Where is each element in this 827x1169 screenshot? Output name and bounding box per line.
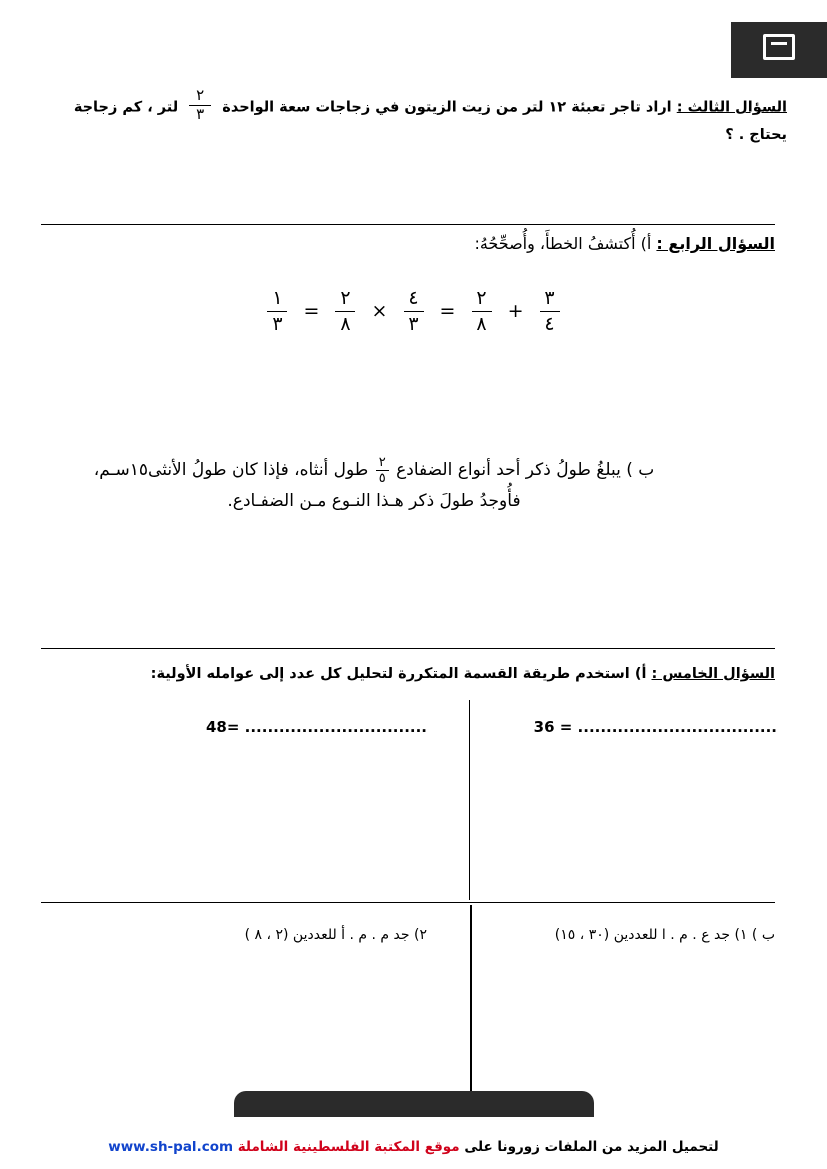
fraction-bar — [472, 311, 492, 312]
fraction-denominator: ٣ — [408, 312, 419, 335]
document-icon — [763, 34, 795, 60]
divider-vertical-answers — [469, 700, 470, 900]
fraction-denominator: ٥ — [378, 470, 386, 486]
fraction-numerator: ٣ — [544, 287, 555, 309]
question-5-part-a — [41, 664, 775, 686]
fraction-bar — [267, 311, 287, 312]
answer-slot-48[interactable] — [206, 718, 427, 736]
fraction-numerator: ٢ — [378, 454, 386, 470]
fraction-bar — [540, 311, 560, 312]
divider-question-4 — [41, 224, 775, 225]
question-3 — [41, 86, 787, 146]
fraction-bar — [335, 311, 355, 312]
equation-equals-2: = — [303, 300, 320, 323]
question-5-part-a-text: استخدم طريقة القسمة المتكررة لتحليل كل عدد إلى عوامله الأولية: — [150, 666, 630, 682]
question-4-part-b-text-2: طول أنثاه، فإذا كان طولُ الأنثى١٥سـم، — [93, 460, 369, 480]
equation-term-2 — [335, 288, 355, 335]
answer-slot-36[interactable] — [534, 718, 777, 736]
fraction-bar — [404, 311, 424, 312]
question-5-part-b-item-2: ٢) جد م . م . أ للعددين (٢ ، ٨ ) — [244, 927, 427, 943]
footer-text-black: لتحميل المزيد من الملفات زورونا على — [464, 1139, 719, 1155]
footer-black-bar — [234, 1091, 594, 1117]
question-4-part-b-text-1: ب ) يبلغُ طولُ ذكر أحد أنواع الضفادع — [396, 460, 655, 480]
question-5-part-b-item-1: ب ) ١) جد ع . م . ا للعددين (٣٠ ، ١٥) — [554, 927, 775, 943]
question-5-part-a-marker: أ) — [634, 666, 647, 682]
fraction-numerator: ٤ — [408, 287, 419, 309]
fraction-numerator: ٢ — [476, 287, 487, 309]
question-4-part-b — [41, 455, 707, 518]
question-4-part-a — [385, 232, 775, 256]
equation-plus: + — [507, 300, 524, 323]
divider-vertical-part-b — [470, 905, 472, 1110]
fraction-denominator: ٤ — [544, 312, 555, 335]
question-3-fraction — [189, 88, 211, 123]
answer-dots-48: ................................ — [244, 718, 427, 736]
question-5-label: السؤال الخامس : — [651, 666, 775, 682]
question-4-label: السؤال الرابع : — [656, 234, 775, 253]
fraction-denominator: ٣ — [272, 312, 283, 335]
equation-term-3 — [404, 288, 424, 335]
question-4-part-a-marker: أ) — [640, 234, 652, 253]
equation-term-5 — [540, 288, 560, 335]
fraction-numerator: ٢ — [340, 287, 351, 309]
answer-value-36: = 36 — [533, 718, 573, 736]
question-4-part-a-text: أُكتشفُ الخطأَ، وأُصحِّحُهُ: — [474, 234, 636, 253]
equation-times: × — [371, 300, 388, 323]
answer-value-48: =48 — [205, 718, 240, 736]
equation-term-4 — [472, 288, 492, 335]
question-3-text-before: اراد تاجر تعبئة ١٢ لتر من زيت الزيتون في زجاجات سعة الواحدة — [222, 99, 672, 116]
question-3-text-after: لتر ، كم زجاجة يحتاج . ؟ — [73, 99, 787, 143]
fraction-denominator: ٨ — [476, 312, 487, 335]
divider-question-5 — [41, 648, 775, 649]
equation-equals-1: = — [439, 300, 456, 323]
question-4-part-b-fraction — [376, 456, 389, 485]
footer-text-red: موقع المكتبة الفلسطينية الشاملة — [237, 1139, 460, 1155]
fraction-numerator: ٢ — [196, 86, 205, 104]
divider-question-5-part-b — [41, 902, 775, 903]
question-3-label: السؤال الثالث : — [676, 99, 787, 116]
header-black-block — [731, 22, 827, 78]
fraction-denominator: ٨ — [340, 312, 351, 335]
fraction-numerator: ١ — [272, 287, 283, 309]
footer-url[interactable]: www.sh-pal.com — [108, 1139, 234, 1155]
fraction-denominator: ٣ — [196, 104, 205, 123]
question-4-part-b-text-3: فأُوجدُ طولَ ذكر هـذا النـوع مـن الضفـادع. — [227, 491, 521, 512]
footer — [0, 1139, 827, 1155]
equation-term-1 — [267, 288, 287, 335]
question-4-equation — [0, 288, 827, 335]
answer-dots-36: ................................... — [577, 718, 777, 736]
